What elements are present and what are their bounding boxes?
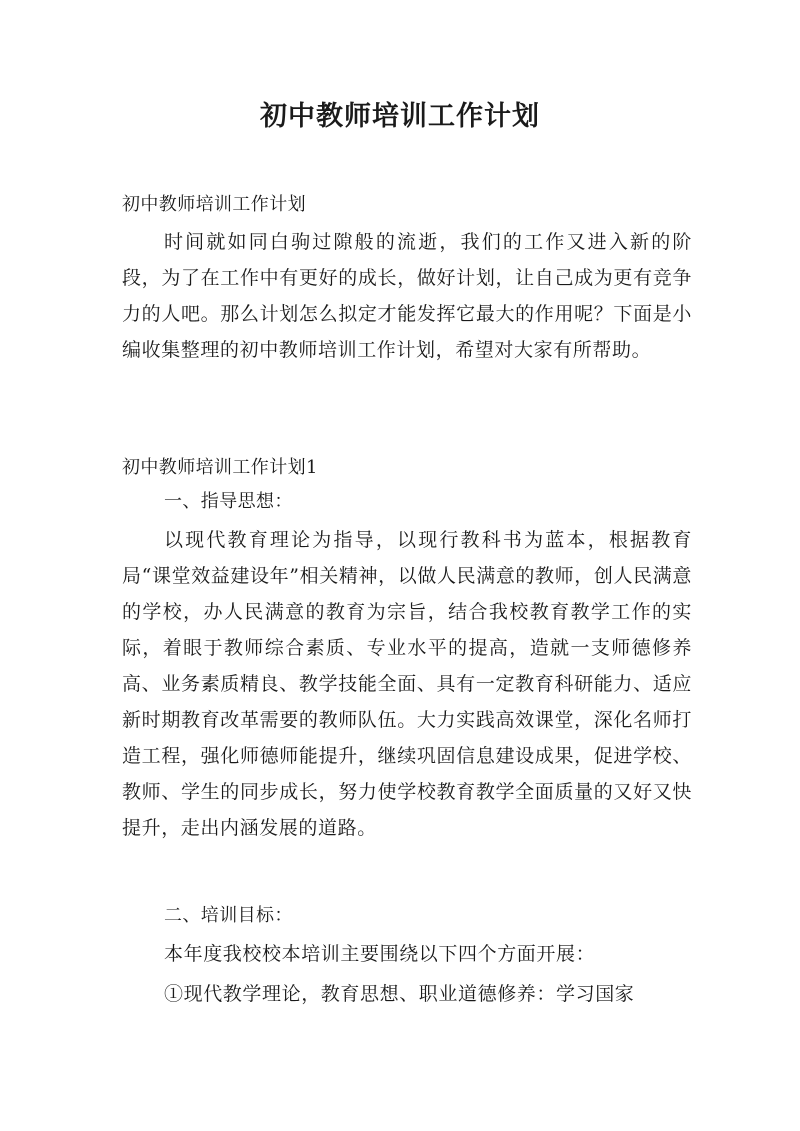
document-title: 初中教师培训工作计划 <box>260 101 540 132</box>
intro-paragraph: 时间就如同白驹过隙般的流逝，我们的工作又进入新的阶段，为了在工作中有更好的成长，做好计划，让自己成为更有竞争力的人吧。那么计划怎么拟定才能发挥它最大的作用呢？下面是小编收集整理的初中教师培训工作计划，希望对大家有所帮助。 <box>122 231 692 361</box>
heading-training-goals: 二、培训目标： <box>164 905 293 926</box>
heading-guiding-thought: 一、指导思想： <box>164 491 293 512</box>
document-subtitle: 初中教师培训工作计划 <box>122 194 306 215</box>
training-item-1: ①现代教学理论，教育思想、职业道德修养：学习国家 <box>164 983 635 1005</box>
section-title: 初中教师培训工作计划1 <box>122 457 318 478</box>
training-goals-paragraph: 本年度我校校本培训主要围绕以下四个方面开展： <box>164 943 596 965</box>
guiding-thought-paragraph: 以现代教育理论为指导，以现行教科书为蓝本，根据教育局“课堂效益建设年”相关精神，以做人民满意的教师，创人民满意的学校，办人民满意的教育为宗旨，结合我校教育教学工作的实际，着眼于教师综合素质、专业水平的提高，造就一支师德修养高、业务素质精良、教学技能全面、具有一定教育科研能力、适应新时期教育改革需要的教师队伍。大力实践高效课堂，深化名师打造工程，强化师德师能提升，继续巩固信息建设成果，促进学校、教师、学生的同步成长，努力使学校教育教学全面质量的又好又快提升，走出内涵发展的道路。 <box>122 529 692 839</box>
